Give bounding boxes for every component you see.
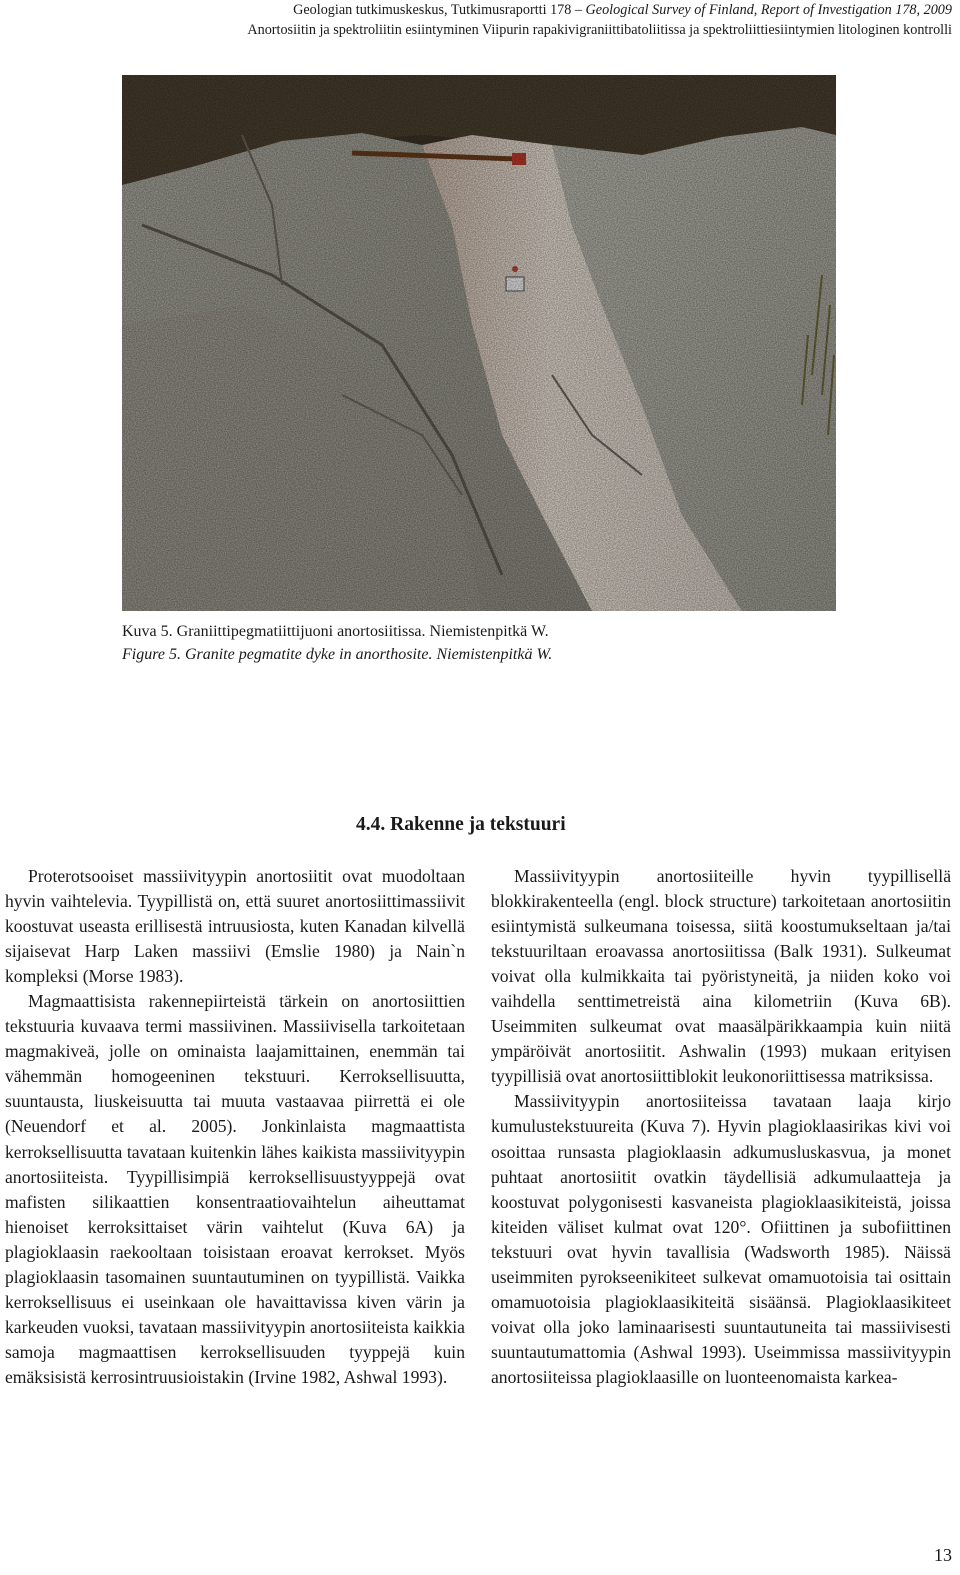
left-column <box>5 864 465 1390</box>
figure-photo-pegmatite-dyke <box>122 75 836 611</box>
running-header-subtitle: Anortosiitin ja spektroliitin esiintyminen Viipurin rapakivigraniittibatoliitissa ja spektroliittiesiintymien litologinen kontrolli <box>247 22 952 38</box>
page-number: 13 <box>934 1545 952 1565</box>
right-column <box>491 864 951 1390</box>
paragraph: Massiivityypin anortosiiteille hyvin tyypillisellä blokkirakenteella (engl. block structure) tarkoitetaan anortosiitin esiintymistä sulkeumana toisessa, siitä koostumukseltaan ja/tai tekstuuriltaan eroavassa anortosiitissa (Balk 1931). Sulkeumat voivat olla kulmikkaita tai pyöristyneitä, ja niiden koko voi vaihdella senttimetreistä aina kilometriin (Kuva 6B). Useimmiten sulkeumat ovat maasälpärikkaampia kuin niitä ympäröivät anortosiitit. Ashwalin (1993) mukaan erityisen tyypillisiä ovat anortosiittiblokit leukonoriittisessa matriksissa. <box>491 866 951 1087</box>
paragraph: Massiivityypin anortosiiteissa tavataan laaja kirjo kumulustekstuureita (Kuva 7). Hyvin plagioklaasirikas kivi voi osoittaa runsasta plagioklaasin adkumusluskasvua, ja monet puhtaat anortosiitit ovatkin täydellisiä adkumulaatteja ja koostuvat polygonisesti kasvaneista plagioklaasikiteistä, joissa kiteiden väliset kulmat ovat 120°. Ofiittinen ja subofiittinen tekstuuri ovat hyvin tavallisia (Wadsworth 1985). Näissä useimmiten pyrokseenikiteet sulkevat omamuotoisia tai osittain omamuotoisia plagioklaasikiteitä sisäänsä. Plagioklaasikiteet voivat olla joko laminaarisesti suuntautuneita tai massiivisesti suuntautumattomia (Ashwal 1993). Useimmissa massiivityypin anortosiiteissa plagioklaasille on luonteenomaista karkea- <box>491 1091 951 1387</box>
running-header-title <box>293 0 952 20</box>
paragraph: Magmaattisista rakennepiirteistä tärkein on anortosiittien tekstuuria kuvaava termi massiivinen. Massiivisella tarkoitetaan magmakiveä, jolle on ominaista laajamittainen, enemmän tai vähemmän homogeeninen tekstuuri. Kerroksellisuutta, suuntausta, liuskeisuutta tai muuta vastaavaa piirrettä ei ole (Neuendorf et al. 2005). Jonkinlaista magmaattista kerroksellisuutta tavataan kuitenkin lähes kaikista massiivityypin anortosiiteista. Tyypillisimpiä kerroksellisuustyyppejä ovat mafisten silikaattien konsentraatiovaihtelun aiheuttamat hienoiset kerroksittaiset värin vaihtelut (Kuva 6A) ja plagioklaasin raekooltaan toisistaan eroavat kerrokset. Myös plagioklaasin tasomainen suuntautuminen on tyypillistä. Vaikka kerroksellisuus ei useinkaan ole havaittavissa kiven värin ja karkeuden vuoksi, tavataan massiivityypin anortosiiteista kaikkia samoja magmaattisen kerroksellisuuden tyyppejä kuin emäksisistä kerrosintruusioistakin (Irvine 1982, Ashwal 1993). <box>5 991 465 1387</box>
header-series: Geologian tutkimuskeskus, Tutkimusraportti 178 – <box>293 2 586 18</box>
figure-caption-english: Figure 5. Granite pegmatite dyke in anorthosite. Niemistenpitkä W. <box>122 646 553 663</box>
header-series-english: Geological Survey of Finland, Report of Investigation 178, 2009 <box>585 2 952 18</box>
section-heading: 4.4. Rakenne ja tekstuuri <box>356 814 566 835</box>
figure-caption-finnish: Kuva 5. Graniittipegmatiittijuoni anortosiitissa. Niemistenpitkä W. <box>122 623 549 640</box>
paragraph: Proterotsooiset massiivityypin anortosiitit ovat muodoltaan hyvin vaihtelevia. Tyypillistä on, että suuret anortosiittimassiivit koostuvat useasta erillisestä intruusiosta, kuten Kanadan kilvellä sijaisevat Harp Laken massiivi (Emslie 1980) ja Nain`n kompleksi (Morse 1983). <box>5 866 465 987</box>
